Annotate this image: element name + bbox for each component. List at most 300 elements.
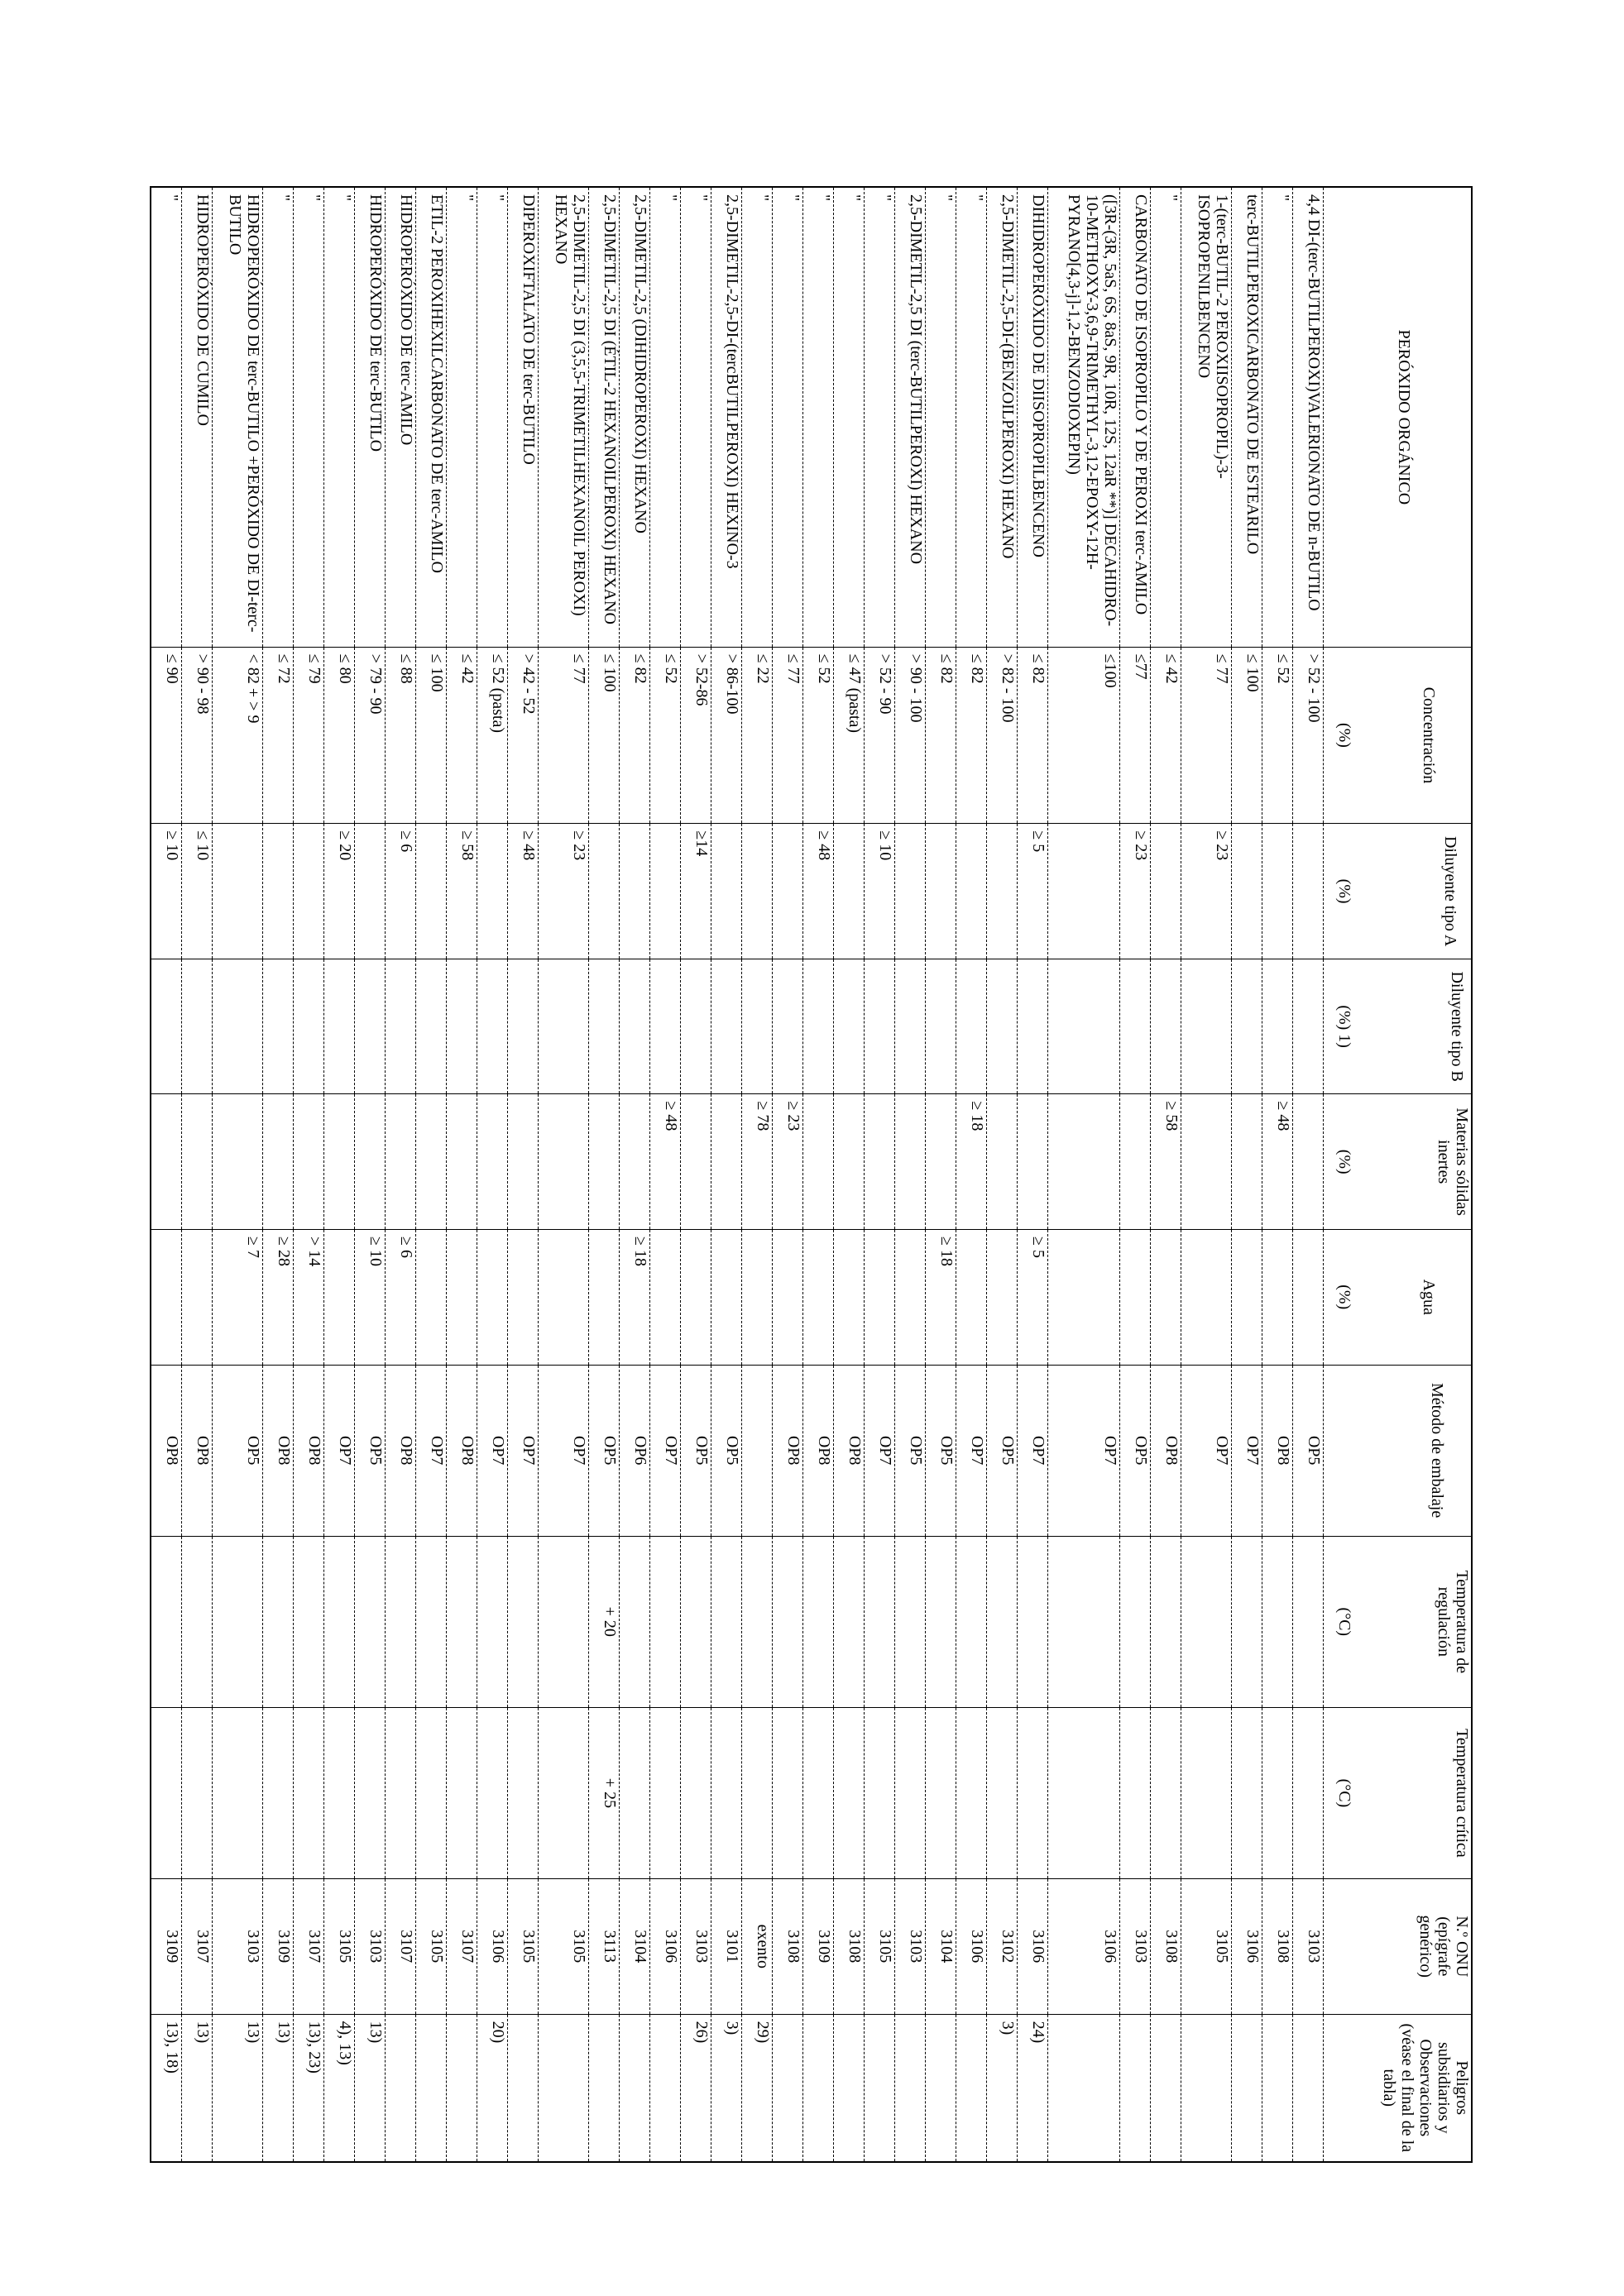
cell-water [1048, 1229, 1120, 1365]
table-row [477, 187, 508, 2162]
cell-water [589, 1229, 620, 1365]
cell-diluent-b [447, 959, 477, 1094]
cell-emergency-temp [620, 1707, 650, 1878]
cell-un-number: 3109 [803, 1879, 834, 2015]
table-row [355, 187, 386, 2162]
cell-diluent-b [324, 959, 355, 1094]
cell-packing-method: OP7 [956, 1365, 987, 1536]
cell-diluent-b [1151, 959, 1181, 1094]
cell-un-number: 3103 [355, 1879, 386, 2015]
cell-packing-method: OP5 [926, 1365, 956, 1536]
cell-inert-solids [987, 1094, 1018, 1230]
cell-risks [620, 2014, 650, 2162]
table-row [803, 187, 834, 2162]
table-row [1262, 187, 1293, 2162]
header-row [1324, 187, 1473, 2162]
cell-risks [1151, 2014, 1181, 2162]
cell-risks [1262, 2014, 1293, 2162]
cell-packing-method: OP5 [987, 1365, 1018, 1536]
cell-emergency-temp [987, 1707, 1018, 1878]
table-row [956, 187, 987, 2162]
cell-emergency-temp [477, 1707, 508, 1878]
table-row [1232, 187, 1262, 2162]
cell-packing-method: OP5 [1293, 1365, 1324, 1536]
cell-peroxide-name: ([3R-(3R, 5aS, 6S, 8aS, 9R, 10R, 12S, 12aR **)] DECAHIDRO-10-METHOXY-3,6,9-TRIMETHYL-3,12-EPOXY-12H-PYRANO[4,3-j]-1,2-BENZODIOXEPIN) [1048, 187, 1120, 647]
cell-diluent-a [956, 824, 987, 959]
cell-emergency-temp [182, 1707, 213, 1878]
cell-diluent-a [650, 824, 681, 959]
cell-risks [508, 2014, 539, 2162]
cell-un-number: 3108 [773, 1879, 803, 2015]
cell-concentration: ≤ 22 [742, 647, 773, 824]
cell-packing-method: OP5 [589, 1365, 620, 1536]
cell-concentration: ≤100 [1048, 647, 1120, 824]
cell-risks [589, 2014, 620, 2162]
cell-control-temp [1151, 1536, 1181, 1707]
cell-control-temp [355, 1536, 386, 1707]
cell-water [834, 1229, 865, 1365]
header-risks: Peligros subsidiarios y Observaciones (véase el final de la tabla) [1324, 2014, 1473, 2162]
cell-packing-method: OP7 [1181, 1365, 1232, 1536]
cell-inert-solids [1048, 1094, 1120, 1230]
cell-un-number: 3105 [1181, 1879, 1232, 2015]
cell-water [895, 1229, 926, 1365]
cell-concentration: ≤ 82 [926, 647, 956, 824]
cell-diluent-b [650, 959, 681, 1094]
header-un-number: N.º ONU (epígrafe genérico) [1324, 1879, 1473, 2015]
cell-risks: 13) [355, 2014, 386, 2162]
cell-water [416, 1229, 447, 1365]
cell-packing-method: OP7 [650, 1365, 681, 1536]
cell-diluent-a [1262, 824, 1293, 959]
table-row [182, 187, 213, 2162]
cell-diluent-b [895, 959, 926, 1094]
table-row [263, 187, 294, 2162]
cell-risks [1293, 2014, 1324, 2162]
cell-diluent-a: ≥ 23 [1181, 824, 1232, 959]
cell-diluent-b [865, 959, 895, 1094]
cell-peroxide-name: " [151, 187, 182, 647]
header-control-temp: Temperatura de regulación (°C) [1324, 1536, 1473, 1707]
cell-control-temp [956, 1536, 987, 1707]
table-row [834, 187, 865, 2162]
cell-peroxide-name: " [1262, 187, 1293, 647]
cell-packing-method: OP8 [447, 1365, 477, 1536]
cell-inert-solids [1293, 1094, 1324, 1230]
cell-risks [386, 2014, 416, 2162]
cell-packing-method: OP8 [182, 1365, 213, 1536]
table-row [650, 187, 681, 2162]
cell-inert-solids [865, 1094, 895, 1230]
cell-un-number: 3105 [324, 1879, 355, 2015]
cell-un-number: 3104 [926, 1879, 956, 2015]
cell-emergency-temp [263, 1707, 294, 1878]
cell-water [987, 1229, 1018, 1365]
cell-concentration: < 82 + > 9 [213, 647, 263, 824]
cell-peroxide-name: " [803, 187, 834, 647]
cell-water [1293, 1229, 1324, 1365]
cell-peroxide-name: " [294, 187, 324, 647]
cell-risks: 20) [477, 2014, 508, 2162]
cell-emergency-temp [1262, 1707, 1293, 1878]
header-packing-method: Método de embalaje [1324, 1365, 1473, 1536]
cell-diluent-b [834, 959, 865, 1094]
cell-risks [834, 2014, 865, 2162]
cell-emergency-temp [865, 1707, 895, 1878]
cell-diluent-a: ≥ 10 [865, 824, 895, 959]
cell-diluent-a: ≥ 48 [508, 824, 539, 959]
cell-risks [1048, 2014, 1120, 2162]
cell-concentration: ≤ 79 [294, 647, 324, 824]
cell-control-temp [1262, 1536, 1293, 1707]
cell-emergency-temp [895, 1707, 926, 1878]
cell-control-temp [447, 1536, 477, 1707]
table-row [1293, 187, 1324, 2162]
cell-peroxide-name: 2,5-DIMETIL-2,5 (DIHIDROPEROXI) HEXANO [620, 187, 650, 647]
cell-emergency-temp [1151, 1707, 1181, 1878]
table-row [508, 187, 539, 2162]
cell-control-temp [324, 1536, 355, 1707]
cell-un-number: 3108 [1262, 1879, 1293, 2015]
cell-inert-solids [1120, 1094, 1151, 1230]
cell-inert-solids [355, 1094, 386, 1230]
table-row [742, 187, 773, 2162]
cell-packing-method: OP5 [355, 1365, 386, 1536]
cell-diluent-b [589, 959, 620, 1094]
cell-water [1262, 1229, 1293, 1365]
cell-un-number: 3108 [1151, 1879, 1181, 2015]
cell-peroxide-name: ETIL-2 PEROXIHEXILCARBONATO DE terc-AMILO [416, 187, 447, 647]
cell-diluent-a [263, 824, 294, 959]
cell-diluent-a [711, 824, 742, 959]
cell-control-temp [865, 1536, 895, 1707]
cell-emergency-temp [803, 1707, 834, 1878]
cell-un-number: 3113 [589, 1879, 620, 2015]
cell-water [182, 1229, 213, 1365]
cell-un-number: 3106 [1048, 1879, 1120, 2015]
cell-diluent-a: ≤ 10 [182, 824, 213, 959]
table-row [711, 187, 742, 2162]
cell-concentration: ≤ 77 [539, 647, 589, 824]
cell-un-number: 3107 [294, 1879, 324, 2015]
cell-water [773, 1229, 803, 1365]
cell-packing-method: OP8 [1151, 1365, 1181, 1536]
cell-peroxide-name: " [650, 187, 681, 647]
cell-emergency-temp [294, 1707, 324, 1878]
cell-control-temp [650, 1536, 681, 1707]
cell-concentration: ≤ 47 (pasta) [834, 647, 865, 824]
cell-concentration: ≤ 90 [151, 647, 182, 824]
cell-diluent-b [263, 959, 294, 1094]
cell-inert-solids [1018, 1094, 1048, 1230]
cell-diluent-a [895, 824, 926, 959]
table-row [926, 187, 956, 2162]
cell-peroxide-name: " [1151, 187, 1181, 647]
table-row [539, 187, 589, 2162]
cell-peroxide-name: 1-(terc-BUTIL-2 PEROXIISOPROPIL)-3-ISOPROPENILBENCENO [1181, 187, 1232, 647]
rotated-page [156, 186, 1473, 2163]
cell-risks [416, 2014, 447, 2162]
cell-diluent-a: ≥ 58 [447, 824, 477, 959]
cell-concentration: ≤ 52 [803, 647, 834, 824]
cell-control-temp: + 20 [589, 1536, 620, 1707]
cell-packing-method: OP8 [263, 1365, 294, 1536]
cell-control-temp [539, 1536, 589, 1707]
cell-water [508, 1229, 539, 1365]
cell-packing-method [742, 1365, 773, 1536]
cell-packing-method: OP6 [620, 1365, 650, 1536]
cell-emergency-temp [650, 1707, 681, 1878]
cell-inert-solids [182, 1094, 213, 1230]
cell-emergency-temp [773, 1707, 803, 1878]
cell-inert-solids [926, 1094, 956, 1230]
cell-un-number: 3105 [416, 1879, 447, 2015]
cell-peroxide-name: " [324, 187, 355, 647]
cell-risks: 24) [1018, 2014, 1048, 2162]
cell-control-temp [1048, 1536, 1120, 1707]
cell-emergency-temp [1232, 1707, 1262, 1878]
cell-control-temp [151, 1536, 182, 1707]
cell-diluent-b [539, 959, 589, 1094]
cell-concentration: ≤ 100 [416, 647, 447, 824]
cell-water [956, 1229, 987, 1365]
cell-inert-solids [681, 1094, 711, 1230]
cell-risks: 13) [263, 2014, 294, 2162]
cell-emergency-temp [1048, 1707, 1120, 1878]
cell-risks: 29) [742, 2014, 773, 2162]
cell-control-temp [1232, 1536, 1262, 1707]
table-row [1018, 187, 1048, 2162]
cell-inert-solids [508, 1094, 539, 1230]
cell-emergency-temp [926, 1707, 956, 1878]
cell-control-temp [508, 1536, 539, 1707]
cell-water [1151, 1229, 1181, 1365]
cell-emergency-temp [539, 1707, 589, 1878]
cell-control-temp [987, 1536, 1018, 1707]
cell-un-number: 3107 [182, 1879, 213, 2015]
cell-risks [865, 2014, 895, 2162]
cell-concentration: ≤ 82 [956, 647, 987, 824]
cell-water: ≥ 6 [386, 1229, 416, 1365]
cell-water [1232, 1229, 1262, 1365]
cell-risks [650, 2014, 681, 2162]
cell-risks: 26) [681, 2014, 711, 2162]
cell-control-temp [620, 1536, 650, 1707]
cell-inert-solids: ≥ 78 [742, 1094, 773, 1230]
table-row [151, 187, 182, 2162]
cell-control-temp [1120, 1536, 1151, 1707]
cell-risks [1232, 2014, 1262, 2162]
cell-water [324, 1229, 355, 1365]
cell-control-temp [773, 1536, 803, 1707]
cell-packing-method: OP7 [477, 1365, 508, 1536]
cell-control-temp [182, 1536, 213, 1707]
cell-diluent-b [956, 959, 987, 1094]
cell-concentration: ≤ 72 [263, 647, 294, 824]
cell-packing-method: OP5 [213, 1365, 263, 1536]
cell-diluent-b [355, 959, 386, 1094]
cell-diluent-b [151, 959, 182, 1094]
cell-diluent-b [1048, 959, 1120, 1094]
cell-water [803, 1229, 834, 1365]
cell-control-temp [1293, 1536, 1324, 1707]
cell-diluent-a [1151, 824, 1181, 959]
cell-peroxide-name: " [742, 187, 773, 647]
cell-un-number: 3106 [650, 1879, 681, 2015]
cell-peroxide-name: DIHIDROPERÓXIDO DE DIISOPROPILBENCENO [1018, 187, 1048, 647]
cell-water [681, 1229, 711, 1365]
cell-concentration: ≤ 100 [1232, 647, 1262, 824]
table-row [1048, 187, 1120, 2162]
cell-inert-solids [895, 1094, 926, 1230]
cell-diluent-b [742, 959, 773, 1094]
cell-emergency-temp [1018, 1707, 1048, 1878]
table-body [151, 187, 1324, 2162]
cell-diluent-a: ≥ 5 [1018, 824, 1048, 959]
cell-diluent-a [1232, 824, 1262, 959]
cell-control-temp [213, 1536, 263, 1707]
cell-diluent-a [1048, 824, 1120, 959]
cell-diluent-b [681, 959, 711, 1094]
cell-diluent-b [1181, 959, 1232, 1094]
header-inert-solids: Materias sólidas inertes (%) [1324, 1094, 1473, 1230]
organic-peroxides-table [150, 186, 1473, 2163]
cell-diluent-a: ≥ 10 [151, 824, 182, 959]
table-row [895, 187, 926, 2162]
cell-emergency-temp [681, 1707, 711, 1878]
cell-control-temp [294, 1536, 324, 1707]
cell-emergency-temp [711, 1707, 742, 1878]
cell-un-number: 3107 [386, 1879, 416, 2015]
cell-concentration: > 42 - 52 [508, 647, 539, 824]
cell-emergency-temp [956, 1707, 987, 1878]
cell-diluent-a [926, 824, 956, 959]
cell-diluent-b [1018, 959, 1048, 1094]
cell-risks [1181, 2014, 1232, 2162]
cell-concentration: ≤ 42 [1151, 647, 1181, 824]
cell-diluent-a [620, 824, 650, 959]
cell-control-temp [926, 1536, 956, 1707]
cell-packing-method: OP8 [773, 1365, 803, 1536]
cell-diluent-b [803, 959, 834, 1094]
cell-packing-method: OP8 [1262, 1365, 1293, 1536]
cell-diluent-a: ≥14 [681, 824, 711, 959]
cell-packing-method: OP8 [294, 1365, 324, 1536]
cell-water [1120, 1229, 1151, 1365]
cell-concentration: > 82 - 100 [987, 647, 1018, 824]
cell-packing-method: OP8 [386, 1365, 416, 1536]
cell-diluent-a: ≥ 48 [803, 824, 834, 959]
cell-packing-method: OP8 [834, 1365, 865, 1536]
cell-diluent-a: ≥ 6 [386, 824, 416, 959]
cell-water [539, 1229, 589, 1365]
table-row [987, 187, 1018, 2162]
table-row [773, 187, 803, 2162]
cell-un-number: 3103 [681, 1879, 711, 2015]
cell-concentration: ≤ 77 [773, 647, 803, 824]
cell-diluent-a [987, 824, 1018, 959]
cell-peroxide-name: " [956, 187, 987, 647]
cell-water [711, 1229, 742, 1365]
cell-diluent-b [987, 959, 1018, 1094]
cell-diluent-a [589, 824, 620, 959]
cell-inert-solids [324, 1094, 355, 1230]
cell-packing-method: OP7 [1232, 1365, 1262, 1536]
cell-diluent-b [1262, 959, 1293, 1094]
cell-water [1181, 1229, 1232, 1365]
cell-emergency-temp [1293, 1707, 1324, 1878]
cell-peroxide-name: DIPEROXIFTALATO DE terc-BUTILO [508, 187, 539, 647]
cell-packing-method: OP7 [324, 1365, 355, 1536]
cell-emergency-temp [1181, 1707, 1232, 1878]
cell-un-number: 3103 [213, 1879, 263, 2015]
cell-concentration: ≤ 88 [386, 647, 416, 824]
cell-control-temp [386, 1536, 416, 1707]
cell-diluent-a: ≥ 23 [1120, 824, 1151, 959]
cell-risks: 3) [987, 2014, 1018, 2162]
cell-emergency-temp [742, 1707, 773, 1878]
cell-diluent-a [355, 824, 386, 959]
cell-diluent-b [1232, 959, 1262, 1094]
cell-inert-solids [447, 1094, 477, 1230]
cell-packing-method: OP7 [865, 1365, 895, 1536]
table-row [865, 187, 895, 2162]
header-peroxide: PERÓXIDO ORGÁNICO [1324, 187, 1473, 647]
cell-un-number: 3102 [987, 1879, 1018, 2015]
cell-inert-solids [539, 1094, 589, 1230]
cell-diluent-a [477, 824, 508, 959]
cell-diluent-b [926, 959, 956, 1094]
cell-peroxide-name: " [477, 187, 508, 647]
cell-un-number: exento [742, 1879, 773, 2015]
cell-inert-solids: ≥ 48 [650, 1094, 681, 1230]
cell-un-number: 3109 [263, 1879, 294, 2015]
cell-concentration: ≤ 100 [589, 647, 620, 824]
cell-inert-solids: ≥ 58 [1151, 1094, 1181, 1230]
table-row [416, 187, 447, 2162]
cell-inert-solids [620, 1094, 650, 1230]
table-row [681, 187, 711, 2162]
table-row [447, 187, 477, 2162]
cell-diluent-a [416, 824, 447, 959]
cell-water: ≥ 5 [1018, 1229, 1048, 1365]
cell-concentration: ≤ 52 [650, 647, 681, 824]
cell-control-temp [711, 1536, 742, 1707]
cell-concentration: > 90 - 98 [182, 647, 213, 824]
cell-water: > 14 [294, 1229, 324, 1365]
cell-risks: 3) [711, 2014, 742, 2162]
cell-inert-solids [834, 1094, 865, 1230]
table-row [324, 187, 355, 2162]
cell-emergency-temp [386, 1707, 416, 1878]
cell-concentration: > 86-100 [711, 647, 742, 824]
cell-inert-solids [263, 1094, 294, 1230]
cell-emergency-temp [416, 1707, 447, 1878]
table-row [620, 187, 650, 2162]
cell-control-temp [1181, 1536, 1232, 1707]
cell-diluent-b [182, 959, 213, 1094]
cell-diluent-a [773, 824, 803, 959]
cell-peroxide-name: HIDROPERÓXIDO DE CUMILO [182, 187, 213, 647]
cell-risks [895, 2014, 926, 2162]
cell-un-number: 3105 [508, 1879, 539, 2015]
cell-diluent-b [711, 959, 742, 1094]
cell-diluent-a [1293, 824, 1324, 959]
cell-water: ≥ 28 [263, 1229, 294, 1365]
cell-control-temp [681, 1536, 711, 1707]
cell-peroxide-name: " [263, 187, 294, 647]
cell-un-number: 3103 [1293, 1879, 1324, 2015]
